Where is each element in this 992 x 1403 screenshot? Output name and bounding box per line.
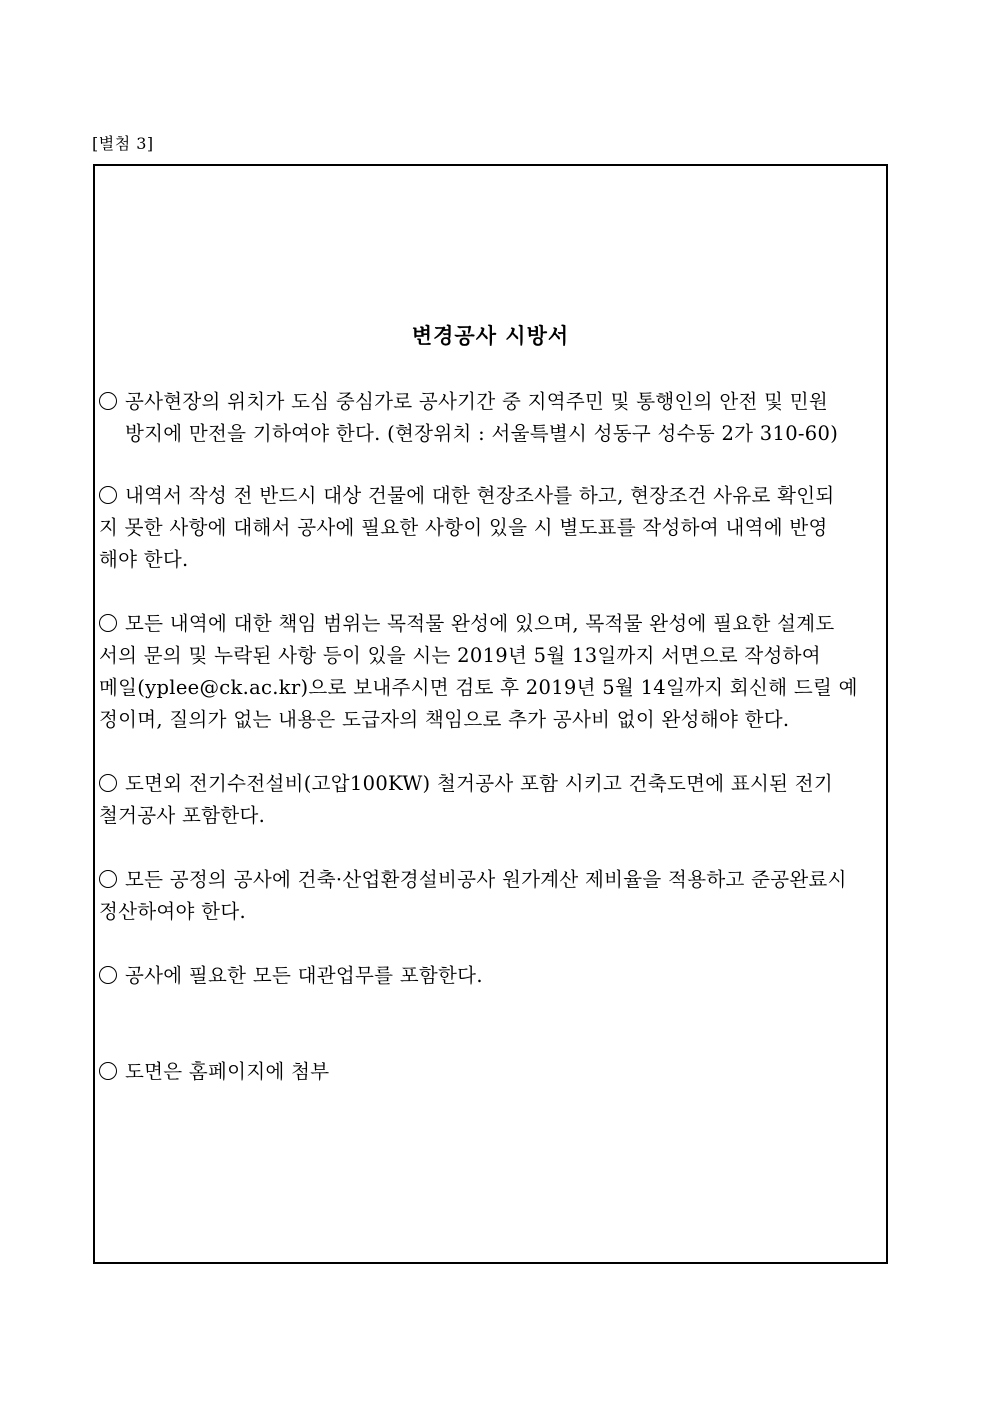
spec-line: 도면은 홈페이지에 첨부 [99,1056,885,1088]
spec-line: 정이며, 질의가 없는 내용은 도급자의 책임으로 추가 공사비 없이 완성해야 한다. [99,708,790,731]
spec-line: 공사현장의 위치가 도심 중심가로 공사기간 중 지역주민 및 통행인의 안전 및 민원 [99,386,885,418]
spec-line: 서의 문의 및 누락된 사항 등이 있을 시는 2019년 5월 13일까지 서면으로 작성하여 [99,644,821,667]
document-title: 변경공사 시방서 [411,323,570,348]
spec-line: 도면외 전기수전설비(고압100KW) 철거공사 포함 시키고 건축도면에 표시된 전기 [99,768,885,800]
circle-bullet-icon [99,774,117,792]
attachment-label: [별첨 3] [92,134,154,153]
circle-bullet-icon [99,966,117,984]
circle-bullet-icon [99,614,117,632]
spec-line: 모든 공정의 공사에 건축·산업환경설비공사 원가계산 제비율을 적용하고 준공완료시 [99,864,885,896]
spec-item-site-survey [99,480,885,576]
spec-item-administrative [99,960,885,992]
spec-line: 내역서 작성 전 반드시 대상 건물에 대한 현장조사를 하고, 현장조건 사유로 확인되 [99,480,885,512]
spec-item-site-safety [99,386,885,450]
spec-item-responsibility [99,608,885,736]
spec-line: 철거공사 포함한다. [99,804,266,827]
circle-bullet-icon [99,486,117,504]
spec-line: 방지에 만전을 기하여야 한다. (현장위치 : 서울특별시 성동구 성수동 2가 310-60) [125,422,839,445]
spec-item-cost-rates [99,864,885,928]
spec-line: 공사에 필요한 모든 대관업무를 포함한다. [99,960,885,992]
spec-line: 메일(yplee@ck.ac.kr)으로 보내주시면 검토 후 2019년 5월 14일까지 회신해 드릴 예 [99,676,858,699]
spec-item-drawings [99,1056,885,1088]
spec-item-electrical-removal [99,768,885,832]
spec-line: 지 못한 사항에 대해서 공사에 필요한 사항이 있을 시 별도표를 작성하여 내역에 반영 [99,516,828,539]
spec-line: 해야 한다. [99,548,189,571]
spec-line: 정산하여야 한다. [99,900,246,923]
circle-bullet-icon [99,1062,117,1080]
spec-line: 모든 내역에 대한 책임 범위는 목적물 완성에 있으며, 목적물 완성에 필요한 설계도 [99,608,885,640]
specification-frame [93,164,888,1264]
circle-bullet-icon [99,392,117,410]
circle-bullet-icon [99,870,117,888]
